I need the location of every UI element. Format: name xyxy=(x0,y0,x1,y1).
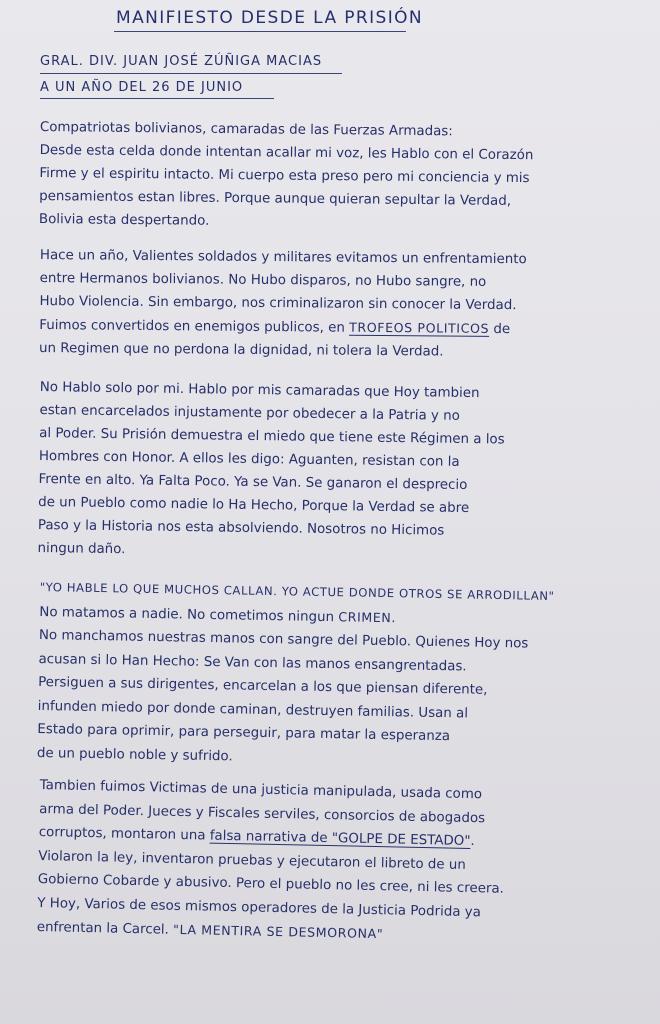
text-line: Estado para oprimir, para perseguir, para matar la esperanza xyxy=(37,721,451,745)
text-line: No Hablo solo por mi. Hablo por mis camaradas que Hoy tambien xyxy=(39,379,480,402)
text-line: acusan si lo Han Hecho: Se Van con las manos ensangrentadas. xyxy=(38,651,467,674)
text-line: Paso y la Historia nos esta absolviendo. Nosotros no Hicimos xyxy=(37,517,445,539)
text-line: Hubo Violencia. Sin embargo, nos criminalizaron sin conocer la Verdad. xyxy=(39,293,517,314)
paragraph-justice xyxy=(37,774,630,952)
text-line: arma del Poder. Jueces y Fiscales serviles, consorcios de abogados xyxy=(39,801,486,826)
text-line: Hace un año, Valientes soldados y militares evitamos un enfrentamiento xyxy=(39,247,527,268)
text-line: un Regimen que no perdona la dignidad, ni tolera la Verdad. xyxy=(39,340,444,360)
text-fragment: No matamos a nadie. No cometimos ningun xyxy=(39,604,335,625)
closing-quote: "LA MENTIRA SE DESMORONA" xyxy=(172,921,384,942)
text-line: entre Hermanos bolivianos. No Hubo disparos, no Hubo sangre, no xyxy=(39,270,487,290)
quote-line: "YO HABLE LO QUE MUCHOS CALLAN. YO ACTUE DONDE OTROS SE ARRODILLAN" xyxy=(39,579,555,603)
underlined-phrase: TROFEOS POLITICOS xyxy=(349,319,490,336)
title-underline xyxy=(114,31,406,32)
underlined-phrase: falsa narrativa de "GOLPE DE ESTADO" xyxy=(209,828,471,850)
text-fragment: enfrentan la Carcel. xyxy=(36,919,170,938)
text-line: de un Pueblo como nadie lo Ha Hecho, Porque la Verdad se abre xyxy=(38,494,470,517)
paragraph-greeting xyxy=(39,116,630,237)
text-line: Bolivia esta despertando. xyxy=(38,211,210,229)
text-fragment: Fuimos convertidos en enemigos publicos, en xyxy=(39,317,345,336)
author-underline xyxy=(40,73,342,74)
paragraph-events xyxy=(39,244,630,365)
text-line: Y Hoy, Varios de esos mismos operadores de la Justicia Podrida ya xyxy=(37,895,482,920)
text-line: Frente en alto. Ya Falta Poco. Ya se Van. Se ganaron el desprecio xyxy=(38,471,468,493)
caps-word: CRIMEN xyxy=(338,608,392,625)
text-line: Firme y el espiritu intacto. Mi cuerpo esta preso pero mi conciencia y mis xyxy=(39,165,530,187)
text-fragment: de xyxy=(493,321,511,338)
text-line: Desde esta celda donde intentan acallar mi voz, les Hablo con el Corazón xyxy=(39,142,534,164)
text-line: Compatriotas bolivianos, camaradas de las Fuerzas Armadas: xyxy=(39,119,453,140)
text-line: infunden miedo por donde caminan, destruyen familias. Usan al xyxy=(37,698,469,721)
text-line: No manchamos nuestras manos con sangre del Pueblo. Quienes Hoy nos xyxy=(38,627,529,652)
text-line: Tambien fuimos Victimas de una justicia manipulada, usada como xyxy=(39,777,483,803)
date-line: A UN AÑO DEL 26 DE JUNIO xyxy=(40,80,244,95)
author-line: GRAL. DIV. JUAN JOSÉ ZÚÑIGA MACIAS xyxy=(40,54,323,69)
document-title: MANIFIESTO DESDE LA PRISIÓN xyxy=(116,8,424,28)
paragraph-comrades xyxy=(37,376,630,568)
date-underline xyxy=(40,98,274,99)
text-line: Hombres con Honor. A ellos les digo: Aguanten, resistan con la xyxy=(38,448,460,470)
text-line: ningun daño. xyxy=(37,540,126,558)
paragraph-quote xyxy=(37,576,630,775)
text-line: pensamientos estan libres. Porque aunque quieran sepultar la Verdad, xyxy=(39,188,512,209)
text-fragment: corruptos, montaron una xyxy=(38,824,206,844)
text-line: Gobierno Cobarde y abusivo. Pero el pueblo no les cree, ni les creera. xyxy=(37,871,505,897)
text-line: al Poder. Su Prisión demuestra el miedo que tiene este Régimen a los xyxy=(39,425,505,448)
text-line: de un pueblo noble y sufrido. xyxy=(36,745,233,764)
text-line: Persiguen a sus dirigentes, encarcelan a los que piensan diferente, xyxy=(38,674,488,698)
text-line: Violaron la ley, inventaron pruebas y ejecutaron el libreto de un xyxy=(38,848,467,873)
text-fragment: . xyxy=(391,610,396,626)
text-fragment: . xyxy=(470,834,475,850)
text-line: estan encarcelados injustamente por obedecer a la Patria y no xyxy=(39,402,460,424)
